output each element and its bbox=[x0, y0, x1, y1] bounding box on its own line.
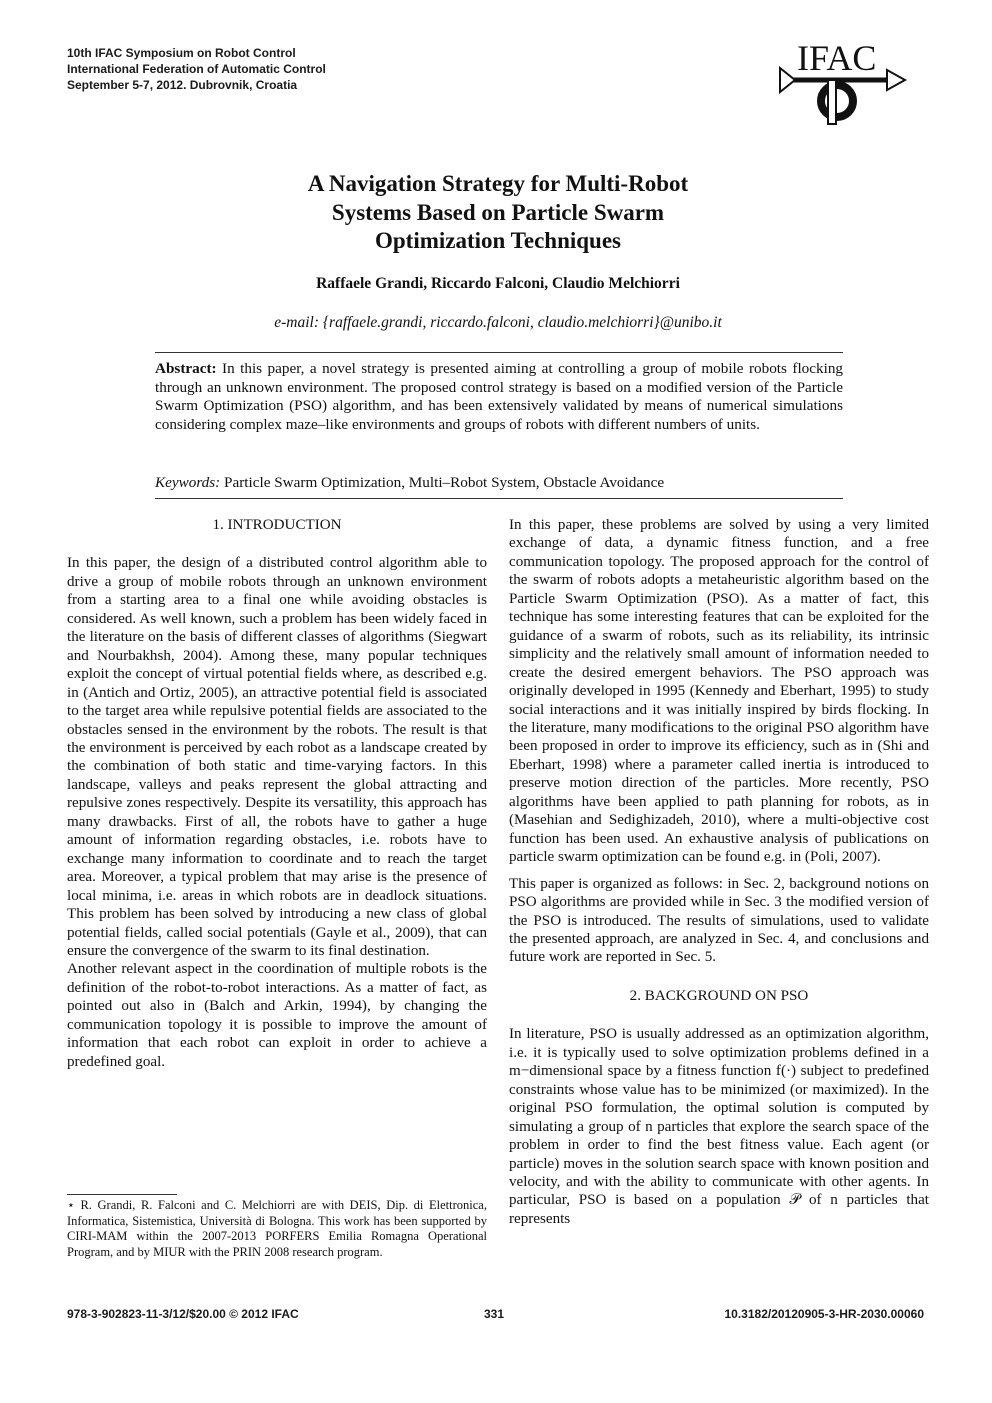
intro-paragraph-2: Another relevant aspect in the coordination of multiple robots is the definition of the robot-to-robot interactions. As a matter of fact, as pointed out also in (Balch and Arkin, 1994), by changing the communication topology it is possible to improve the amount of information that each robot can exploit in order to achieve a predefined goal. bbox=[67, 961, 487, 1070]
title-line: Optimization Techniques bbox=[374, 228, 622, 253]
abstract-bottom-rule bbox=[155, 498, 843, 499]
intro-paragraph-4: This paper is organized as follows: in Sec. 2, background notions on PSO algorithms are provided while in Sec. 3 the modified version of the PSO is introduced. The results of simulations, used to validate the presented approach, are analyzed in Sec. 4, and conclusions and future work are reported in Sec. 5. bbox=[509, 875, 929, 966]
intro-paragraph-3: In this paper, these problems are solved by using a very limited exchange of data, a dynamic fitness function, and a free communication topology. The proposed approach for the control of the swarm of robots adopts a metaheuristic algorithm based on the Particle Swarm Optimization (PSO). As a matter of fact, this technique has some interesting features that can be exploited for the guidance of a swarm of robots, such as its reliability, its intrinsic simplicity and the relatively small amount of information needed to create the desired emergent behaviors. The PSO approach was originally developed in 1995 (Kennedy and Eberhart, 1995) to study social interactions and it was initially inspired by birds flocking. In the literature, many modifications to the original PSO algorithm have been proposed in order to improve its efficiency, such as in (Shi and Eberhart, 1998) where a parameter called inertia is introduced to preserve motion direction of the particles. More recently, PSO algorithms have been applied to path planning for robots, as in (Masehian and Sedighizadeh, 2010), where a multi-objective cost function has been used. An exhaustive analysis of publications on particle swarm optimization can be found e.g. in (Poli, 2007). bbox=[509, 517, 929, 866]
abstract-text: In this paper, a novel strategy is presented aiming at controlling a group of mobile robots flocking through an unknown environment. The proposed control strategy is based on a modified version of the Particle Swarm Optimization (PSO) algorithm, and has been extensively validated by means of numerical simulations considering complex maze–like environments and groups of robots with different numbers of units. bbox=[155, 360, 844, 433]
background-paragraph-1: In literature, PSO is usually addressed as an optimization algorithm, i.e. it is typically used to solve optimization problems defined in a m−dimensional space by a fitness function f(·) subject to predefined constraints whose value has to be minimized (or maximized). In the original PSO formulation, the optimal solution is computed by simulating a group of n particles that explore the search space of the problem in order to find the best fitness value. Each agent (or particle) moves in the solution search space with known position and velocity, and with the ability to communicate with other agents. In particular, PSO is based on a population 𝒫 of n particles that represents bbox=[509, 1026, 929, 1227]
footnote: ⋆ R. Grandi, R. Falconi and C. Melchiorri are with DEIS, Dip. di Elettronica, Informatica, Sistemistica, Università di Bologna. This work has been supported by CIRI-MAM within the 2007-2013 PORFERS Emilia Romagna Operational Program, and by MIUR with the PRIN 2008 research program. bbox=[67, 1198, 487, 1259]
section-heading-background: 2. BACKGROUND ON PSO bbox=[629, 987, 809, 1004]
abstract bbox=[155, 360, 843, 434]
left-column bbox=[67, 516, 487, 1071]
author-email: e-mail: {raffaele.grandi, riccardo.falconi, claudio.melchiorri}@unibo.it bbox=[274, 314, 722, 331]
ifac-logo-icon bbox=[775, 38, 910, 126]
right-column bbox=[509, 516, 929, 1228]
authors: Raffaele Grandi, Riccardo Falconi, Claudio Melchiorri bbox=[316, 275, 680, 292]
keywords-label: Keywords: bbox=[155, 474, 221, 491]
footer-doi: 10.3182/20120905-3-HR-2030.00060 bbox=[724, 1307, 924, 1321]
conference-header bbox=[67, 45, 326, 93]
conference-date-location: September 5-7, 2012. Dubrovnik, Croatia bbox=[67, 78, 298, 92]
federation-name: International Federation of Automatic Control bbox=[67, 62, 326, 76]
conference-name: 10th IFAC Symposium on Robot Control bbox=[67, 46, 296, 60]
footnote-rule bbox=[67, 1194, 177, 1195]
logo-text: IFAC bbox=[797, 38, 877, 78]
footer-page-number: 331 bbox=[484, 1307, 505, 1321]
title-line: Systems Based on Particle Swarm bbox=[331, 199, 665, 225]
title-line: A Navigation Strategy for Multi-Robot bbox=[307, 171, 689, 196]
footer-isbn: 978-3-902823-11-3/12/$20.00 © 2012 IFAC bbox=[67, 1307, 299, 1321]
keywords bbox=[155, 474, 843, 493]
section-heading-introduction: 1. INTRODUCTION bbox=[212, 517, 342, 533]
intro-paragraph-1: In this paper, the design of a distributed control algorithm able to drive a group of mobile robots through an unknown environment from a starting area to a final one while avoiding obstacles is considered. As well known, such a problem has been widely faced in the literature on the basis of different classes of algorithms (Siegwart and Nourbakhsh, 2004). Among these, many popular techniques exploit the concept of virtual potential fields where, as described e.g. in (Antich and Ortiz, 2005), an attractive potential field is associated to the target area while repulsive potential fields are associated to the obstacles sensed in the environment by the robots. The result is that the environment is perceived by each robot as a landscape created by the combination of both static and time-varying factors. In this landscape, valleys and peaks represent the global attracting and repulsive zones respectively. Despite its versatility, this approach has many drawbacks. First of all, the robots have to gather a huge amount of information regarding obstacles, i.e. robots have to exchange many information to coordinate and to reach the target area. Moreover, a typical problem that may arise is the presence of local minima, i.e. areas in which robots are in deadlock situations. This problem has been solved by introducing a new class of global potential fields, called social potentials (Gayle et al., 2009), that can ensure the convergence of the swarm to its final destination. bbox=[67, 555, 487, 959]
keywords-text: Particle Swarm Optimization, Multi–Robot System, Obstacle Avoidance bbox=[224, 474, 665, 491]
abstract-top-rule bbox=[155, 352, 843, 353]
abstract-label: Abstract: bbox=[155, 360, 217, 377]
paper-title bbox=[150, 170, 846, 256]
